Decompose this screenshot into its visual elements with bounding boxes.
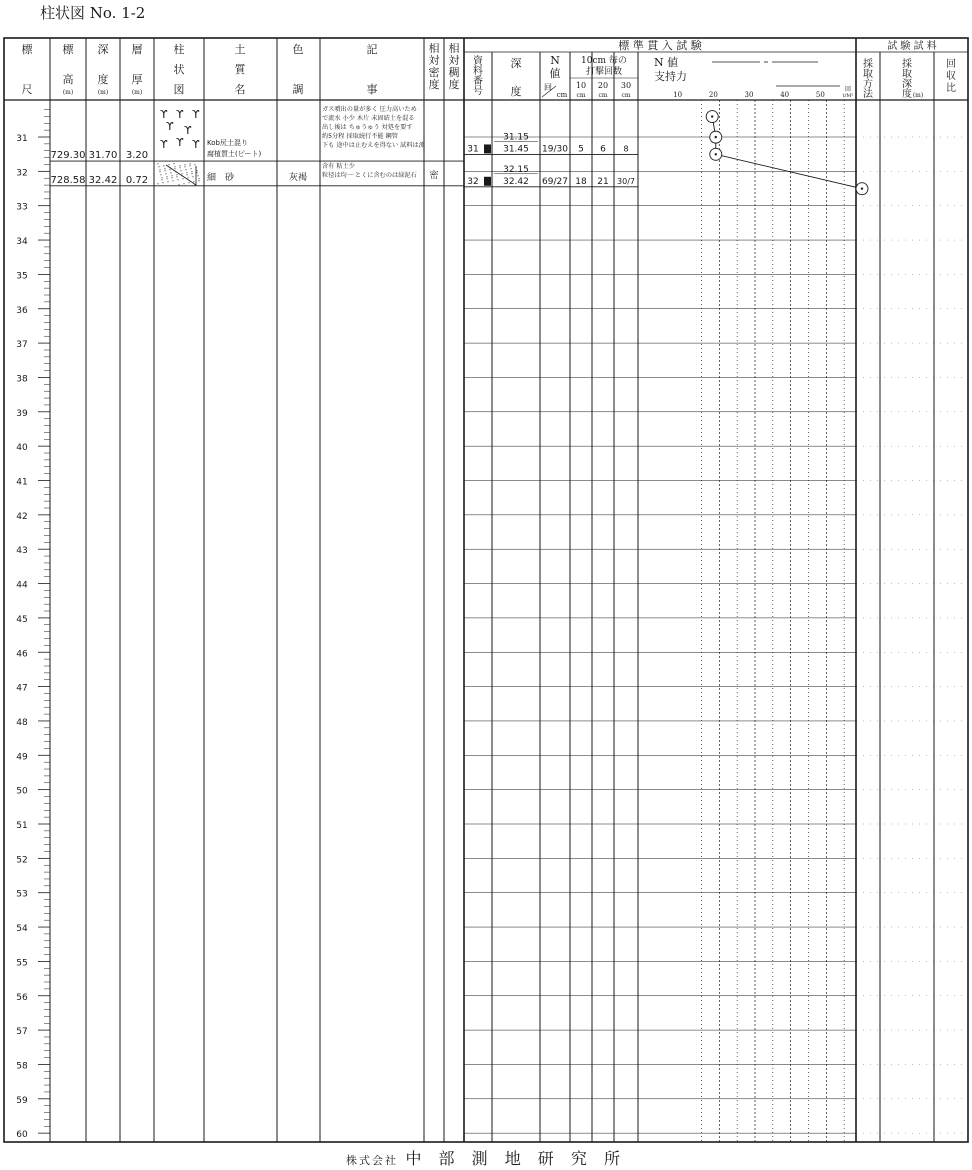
svg-text:比: 比: [946, 83, 956, 94]
layer-1-desc-line-4: 約5分程 採取続行不能 鋼管: [322, 133, 398, 140]
layer-2-color: 灰褐: [288, 173, 308, 183]
graph-tick-20: 20: [708, 91, 718, 99]
header-soil-name: [235, 42, 247, 96]
legend-n-label: N 値: [654, 56, 679, 69]
layer-1-desc-line-5: 下も 途中は止むえを得ない 試料は流: [322, 142, 425, 149]
svg-text:番: 番: [473, 76, 483, 87]
header-description-2: 事: [366, 83, 378, 96]
svg-text:法: 法: [863, 89, 873, 100]
scale-mark-43: 43: [16, 546, 28, 557]
header-sampling-title: 試 験 試 料: [887, 41, 937, 52]
svg-text:土: 土: [234, 43, 246, 56]
spt-2-n-value: 69/27: [542, 176, 568, 187]
header-sampling-depth: [902, 57, 912, 100]
svg-text:名: 名: [234, 83, 246, 96]
scale-mark-55: 55: [16, 958, 28, 969]
svg-text:度: 度: [902, 89, 912, 100]
header-blows-2: 打撃回数: [585, 67, 623, 77]
scale-mark-53: 53: [16, 889, 28, 900]
header-blow-unit-30: cm: [621, 92, 631, 99]
svg-text:資: 資: [473, 56, 483, 67]
scale-mark-31: 31: [16, 134, 28, 144]
spt-2-depth-to: 32.42: [503, 176, 529, 187]
scale-mark-59: 59: [16, 1095, 28, 1106]
company-name: 中 部 測 地 研 究 所: [405, 1149, 626, 1168]
header-spt-depth-2: 度: [510, 85, 522, 98]
scale-mark-60: 60: [16, 1130, 28, 1141]
scale-mark-57: 57: [16, 1027, 28, 1038]
spt-1-n-value: 19/30: [542, 144, 568, 155]
n-value-point-2: [710, 131, 722, 143]
header-depth-unit: (m): [97, 89, 109, 96]
svg-text:度: 度: [428, 78, 440, 91]
layer-1-desc-line-3: 出し後は ちゅうゅう 対処を要す: [322, 124, 413, 131]
header-blow-col-10: 10: [575, 81, 587, 90]
scale-mark-48: 48: [16, 717, 28, 728]
svg-text:ϒ: ϒ: [166, 120, 174, 133]
header-elevation-unit: (m): [62, 89, 74, 96]
scale-mark-40: 40: [16, 443, 28, 454]
svg-text:図: 図: [173, 83, 185, 96]
company-footer: [0, 1146, 972, 1169]
header-spt-depth-1: 深: [510, 57, 522, 70]
svg-text:料: 料: [473, 66, 483, 77]
header-sample-no: [473, 54, 484, 97]
header-elevation-2: 高: [62, 73, 74, 86]
layer-1-desc-line-2: で流水 小少 木片 未固結土を混る: [322, 115, 415, 122]
layer-1-desc-line-1: ガス噴出の量が多く 圧力高いため: [322, 106, 417, 113]
svg-text:ϒ: ϒ: [160, 138, 168, 151]
graph-unit: t/M²: [842, 93, 854, 99]
legend-bearing-label: 支持力: [654, 70, 687, 83]
scale-mark-39: 39: [16, 408, 28, 419]
header-scale-top: [22, 42, 34, 56]
svg-text:質: 質: [234, 63, 246, 76]
svg-text:深: 深: [902, 79, 912, 90]
sample-marker-32: [484, 177, 491, 186]
scale-mark-35: 35: [16, 271, 28, 282]
svg-text:対: 対: [448, 54, 460, 67]
header-n-unit-top: 回: [544, 83, 552, 92]
svg-text:ϒ: ϒ: [192, 138, 200, 151]
scale-mark-34: 34: [16, 237, 28, 248]
svg-text:収: 収: [946, 71, 956, 82]
n-value-point-3: [710, 148, 722, 160]
header-recovery: [946, 58, 956, 94]
svg-text:方: 方: [863, 79, 873, 90]
scale-mark-44: 44: [16, 580, 28, 591]
peat-pattern: [160, 108, 200, 151]
svg-text:対: 対: [428, 54, 440, 67]
svg-text:ϒ: ϒ: [176, 108, 184, 121]
layer-1-soil-name-1: Kob尻土混り: [207, 139, 248, 147]
header-thickness-unit: (m): [131, 89, 143, 96]
graph-tick-30: 30: [744, 91, 754, 99]
header-scale-bottom: 尺: [21, 83, 33, 96]
scale-mark-54: 54: [16, 924, 28, 935]
scale-mark-37: 37: [16, 340, 28, 351]
header-depth-2: 度: [97, 73, 109, 86]
graph-tick-50: 50: [815, 91, 825, 99]
scale-mark-47: 47: [16, 683, 28, 694]
svg-text:密: 密: [428, 66, 440, 79]
scale-mark-46: 46: [16, 649, 28, 660]
scale-mark-33: 33: [16, 202, 28, 213]
scale-mark-38: 38: [16, 374, 28, 385]
header-blow-col-30: 30: [620, 81, 632, 90]
spt-1-blows-10: 5: [578, 144, 584, 155]
header-relative-consistency: [449, 41, 460, 91]
layer-2-desc-line-2: 粒径は均一 とくに含むのは緑泥石: [322, 172, 417, 179]
svg-text:採: 採: [902, 59, 912, 70]
sheet-border: [4, 38, 968, 1142]
graph-tick-10: 10: [673, 91, 683, 99]
header-sampling-method: [863, 57, 874, 100]
layer-1-elevation: 729.30: [50, 150, 86, 162]
scale-mark-41: 41: [16, 477, 28, 488]
spt-1-blows-20: 6: [600, 144, 606, 155]
layer-2-depth: 32.42: [88, 174, 118, 186]
svg-text:採: 採: [863, 59, 873, 70]
spt-1-depth-from: 31.15: [503, 132, 529, 143]
graph-unit-top: 回: [844, 86, 852, 93]
spt-2-depth-from: 32.15: [503, 164, 529, 175]
scale-mark-36: 36: [16, 305, 28, 316]
layer-2-elevation: 728.58: [50, 174, 86, 186]
header-color-2: 調: [292, 83, 304, 96]
header-color-1: 色: [292, 43, 304, 56]
svg-text:回: 回: [946, 59, 956, 70]
svg-text:ϒ: ϒ: [176, 136, 184, 149]
header-n-value-2: 値: [549, 67, 561, 80]
scale-mark-49: 49: [16, 752, 28, 763]
svg-text:ϒ: ϒ: [184, 124, 192, 137]
spt-1-depth-to: 31.45: [503, 144, 529, 155]
header-columnar: [174, 42, 185, 96]
spt-2-blows-10: 18: [575, 176, 587, 187]
svg-text:ϒ: ϒ: [160, 108, 168, 121]
sample-marker-31: [484, 144, 491, 153]
header-elevation-1: 標: [62, 43, 74, 56]
scale-mark-32: 32: [16, 168, 28, 179]
document-title: 柱状図 No. 1-2: [40, 4, 146, 22]
header-blow-unit-10: cm: [576, 92, 586, 99]
spt-2-blows-30: 30/7: [617, 176, 635, 186]
svg-text:標: 標: [21, 43, 33, 56]
n-value-point-1: [706, 111, 718, 123]
spt-1-blows-30: 8: [623, 144, 629, 154]
header-n-value-1: N: [550, 54, 560, 67]
graph-tick-40: 40: [780, 91, 790, 99]
svg-text:相: 相: [428, 42, 440, 55]
svg-text:ϒ: ϒ: [192, 108, 200, 121]
layer-2-thickness: 0.72: [125, 174, 149, 186]
layer-1-soil-name-2: 腐植質土(ピート): [207, 150, 262, 158]
company-prefix: 株式会社: [346, 1154, 398, 1167]
svg-text:柱: 柱: [173, 43, 185, 56]
header-blow-unit-20: cm: [598, 92, 608, 99]
layer-2-soil-name: 細 砂: [207, 173, 235, 183]
layer-1-thickness: 3.20: [125, 150, 149, 162]
header-relative-density: [429, 41, 440, 91]
spt-2-sample-no: 32: [467, 176, 479, 187]
n-value-line: [712, 117, 862, 189]
scale-mark-56: 56: [16, 992, 28, 1003]
scale-mark-51: 51: [16, 821, 28, 831]
svg-text:度: 度: [448, 78, 460, 91]
scale-mark-42: 42: [16, 511, 28, 522]
header-spt-title: 標 準 貫 入 試 験: [618, 39, 702, 52]
svg-text:相: 相: [448, 42, 460, 55]
layer-2-relative-density: 密: [429, 171, 439, 181]
layer-2-desc-line-1: 含有 粘土少: [322, 163, 355, 170]
header-n-unit-bottom: cm: [556, 91, 568, 99]
scale-mark-45: 45: [16, 614, 28, 625]
svg-text:状: 状: [173, 63, 185, 76]
header-blows-1: 10cm 毎の: [581, 56, 627, 66]
svg-text:取: 取: [902, 69, 912, 80]
spt-1-sample-no: 31: [467, 144, 479, 155]
spt-2-blows-20: 21: [597, 176, 609, 187]
scale-mark-58: 58: [16, 1061, 28, 1072]
svg-text:稠: 稠: [448, 66, 460, 79]
header-sampling-depth-unit: (m): [912, 92, 924, 99]
layer-1-depth: 31.70: [88, 150, 118, 162]
header-thickness-2: 厚: [131, 73, 143, 86]
scale-mark-52: 52: [16, 855, 28, 866]
header-blow-col-20: 20: [597, 81, 609, 90]
header-thickness-1: 層: [131, 43, 143, 56]
header-depth-1: 深: [97, 43, 109, 56]
svg-text:号: 号: [473, 86, 483, 97]
svg-text:取: 取: [863, 69, 873, 80]
n-value-point-4: [856, 183, 868, 195]
sand-pattern: [157, 163, 199, 185]
scale-mark-50: 50: [16, 786, 28, 797]
header-description-1: 記: [366, 43, 378, 56]
